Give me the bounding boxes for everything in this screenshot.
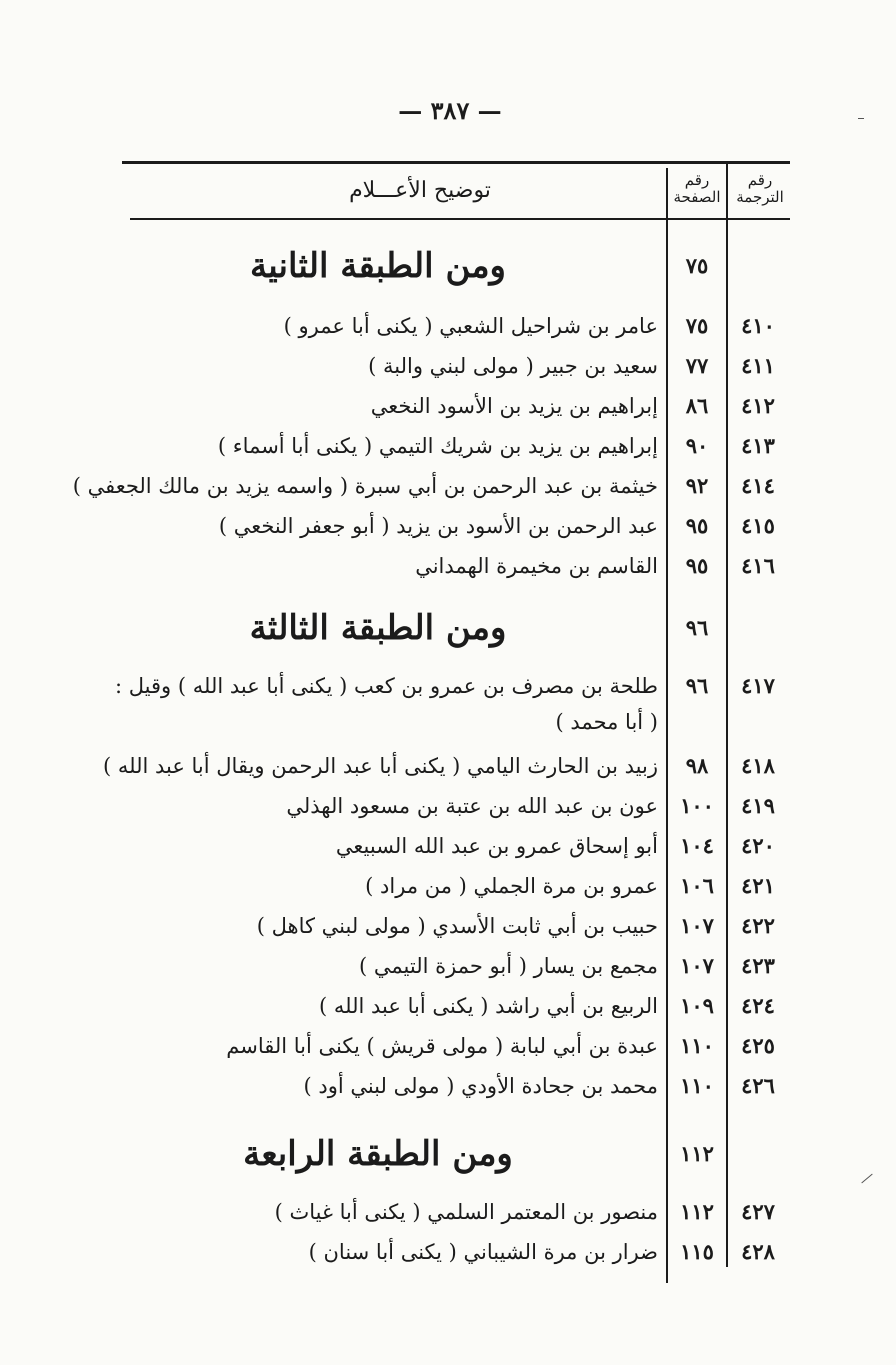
section-heading-row <box>0 1124 896 1184</box>
name-entry: زبيد بن الحارث اليامي ( يكنى أبا عبد الرحمن ويقال أبا عبد الله ) <box>102 754 658 778</box>
name-entry: ضرار بن مرة الشيباني ( يكنى أبا سنان ) <box>308 1240 658 1264</box>
header-title: توضيح الأعـــلام <box>349 178 491 203</box>
header-page-label-2: الصفحة <box>673 188 721 206</box>
translation-number: ٤٢٥ <box>741 1033 775 1058</box>
page-number-cell: ٧٥ <box>685 313 709 338</box>
table-row <box>0 986 896 1026</box>
header-translation-number <box>728 172 792 206</box>
name-entry: عبدة بن أبي لبابة ( مولى قريش ) يكنى أبا القاسم <box>226 1034 658 1058</box>
table-row <box>0 346 896 386</box>
section-heading: ومن الطبقة الثانية <box>250 246 506 286</box>
table-row <box>0 386 896 426</box>
name-entry: محمد بن جحادة الأودي ( مولى لبني أود ) <box>303 1074 658 1098</box>
table-row <box>0 906 896 946</box>
translation-number: ٤٢٤ <box>741 993 775 1018</box>
page-number-cell: ١٠٧ <box>680 913 714 938</box>
section-heading-row <box>0 236 896 296</box>
translation-number: ٤٢٢ <box>741 913 775 938</box>
translation-number: ٤١٩ <box>741 793 775 818</box>
header-translation-label-2: الترجمة <box>736 188 784 206</box>
page-number-cell: ٩٦ <box>685 615 709 640</box>
table-row <box>0 946 896 986</box>
translation-number: ٤٢٨ <box>741 1239 775 1264</box>
table-row <box>0 546 896 586</box>
header-page-number <box>668 172 726 206</box>
page-number-cell: ١٠٠ <box>680 793 714 818</box>
translation-number: ٤١٨ <box>741 753 775 778</box>
translation-number <box>728 1134 788 1174</box>
translation-number: ٤٢٠ <box>741 833 775 858</box>
translation-number: ٤٢٦ <box>741 1073 775 1098</box>
page-number-cell: ١٠٤ <box>680 833 714 858</box>
name-entry: عمرو بن مرة الجملي ( من مراد ) <box>365 874 658 898</box>
name-entry-continuation: ( أبا محمد ) <box>555 710 658 734</box>
name-entry: عبد الرحمن بن الأسود بن يزيد ( أبو جعفر النخعي ) <box>218 514 658 538</box>
name-entry: سعيد بن جبير ( مولى لبني والبة ) <box>368 354 658 378</box>
table-row <box>0 786 896 826</box>
name-entry: عامر بن شراحيل الشعبي ( يكنى أبا عمرو ) <box>283 314 658 338</box>
page-number-cell: ٩٠ <box>685 433 709 458</box>
translation-number: ٤١٢ <box>741 393 775 418</box>
page-number-cell: ٨٦ <box>685 393 709 418</box>
page-number-cell: ١١٢ <box>680 1141 714 1166</box>
translation-number: ٤١١ <box>741 353 775 378</box>
section-heading-row <box>0 598 896 658</box>
translation-number: ٤١٣ <box>741 433 775 458</box>
table-row <box>0 826 896 866</box>
table-row <box>0 306 896 346</box>
name-entry: مجمع بن يسار ( أبو حمزة التيمي ) <box>359 954 658 978</box>
translation-number: ٤١٤ <box>741 473 775 498</box>
table-row <box>0 866 896 906</box>
table-top-rule <box>122 161 790 164</box>
translation-number: ٤٢١ <box>741 873 775 898</box>
translation-number: ٤١٧ <box>741 673 775 698</box>
translation-number: ٤٢٣ <box>741 953 775 978</box>
page-number-cell: ١١٢ <box>680 1199 714 1224</box>
translation-number: ٤١٦ <box>741 553 775 578</box>
translation-number <box>728 608 788 648</box>
name-entry: إبراهيم بن يزيد بن الأسود النخعي <box>370 394 658 418</box>
page-number-cell: ٧٥ <box>685 253 709 278</box>
section-heading: ومن الطبقة الرابعة <box>243 1134 513 1174</box>
translation-number: ٤٢٧ <box>741 1199 775 1224</box>
page-number-cell: ٩٥ <box>685 553 709 578</box>
page-number-cell: ١٠٦ <box>680 873 714 898</box>
translation-number <box>728 246 788 286</box>
name-entry: منصور بن المعتمر السلمي ( يكنى أبا غياث ) <box>274 1200 658 1224</box>
name-entry: حبيب بن أبي ثابت الأسدي ( مولى لبني كاهل ) <box>256 914 658 938</box>
page-number-cell: ٩٦ <box>685 673 709 698</box>
page-number-cell: ١٠٧ <box>680 953 714 978</box>
header-page-label-1: رقم <box>684 171 710 189</box>
table-row <box>0 1192 896 1232</box>
table-row <box>0 466 896 506</box>
page-number-cell: ١١٥ <box>680 1239 714 1264</box>
section-heading: ومن الطبقة الثالثة <box>249 608 507 648</box>
table-row <box>0 1026 896 1066</box>
table-row <box>0 506 896 546</box>
page-number-cell: ٩٨ <box>685 753 709 778</box>
header-bottom-rule <box>130 218 790 220</box>
name-entry: إبراهيم بن يزيد بن شريك التيمي ( يكنى أبا أسماء ) <box>217 434 658 458</box>
page-number-cell: ١١٠ <box>680 1033 714 1058</box>
table-row <box>0 666 896 734</box>
table-row <box>0 1232 896 1272</box>
page-number-cell: ١٠٩ <box>680 993 714 1018</box>
page-number-cell: ٩٢ <box>685 473 709 498</box>
page-number-cell: ١١٠ <box>680 1073 714 1098</box>
page-number-cell: ٩٥ <box>685 513 709 538</box>
name-entry: عون بن عبد الله بن عتبة بن مسعود الهذلي <box>286 794 658 818</box>
table-row <box>0 426 896 466</box>
table-row <box>0 1066 896 1106</box>
table-row <box>0 746 896 786</box>
page-number-cell: ٧٧ <box>685 353 709 378</box>
translation-number: ٤١٥ <box>741 513 775 538</box>
name-entry: القاسم بن مخيمرة الهمداني <box>415 554 658 578</box>
page-number: — ٣٨٧ — <box>398 96 502 125</box>
name-entry: خيثمة بن عبد الرحمن بن أبي سبرة ( واسمه يزيد بن مالك الجعفي ) <box>72 474 658 498</box>
translation-number: ٤١٠ <box>741 313 775 338</box>
name-entry: طلحة بن مصرف بن عمرو بن كعب ( يكنى أبا عبد الله ) وقيل : <box>115 674 658 698</box>
header-translation-label-1: رقم <box>747 171 773 189</box>
scan-mark <box>858 118 864 119</box>
name-entry: أبو إسحاق عمرو بن عبد الله السبيعي <box>335 834 658 858</box>
name-entry: الربيع بن أبي راشد ( يكنى أبا عبد الله ) <box>319 994 658 1018</box>
